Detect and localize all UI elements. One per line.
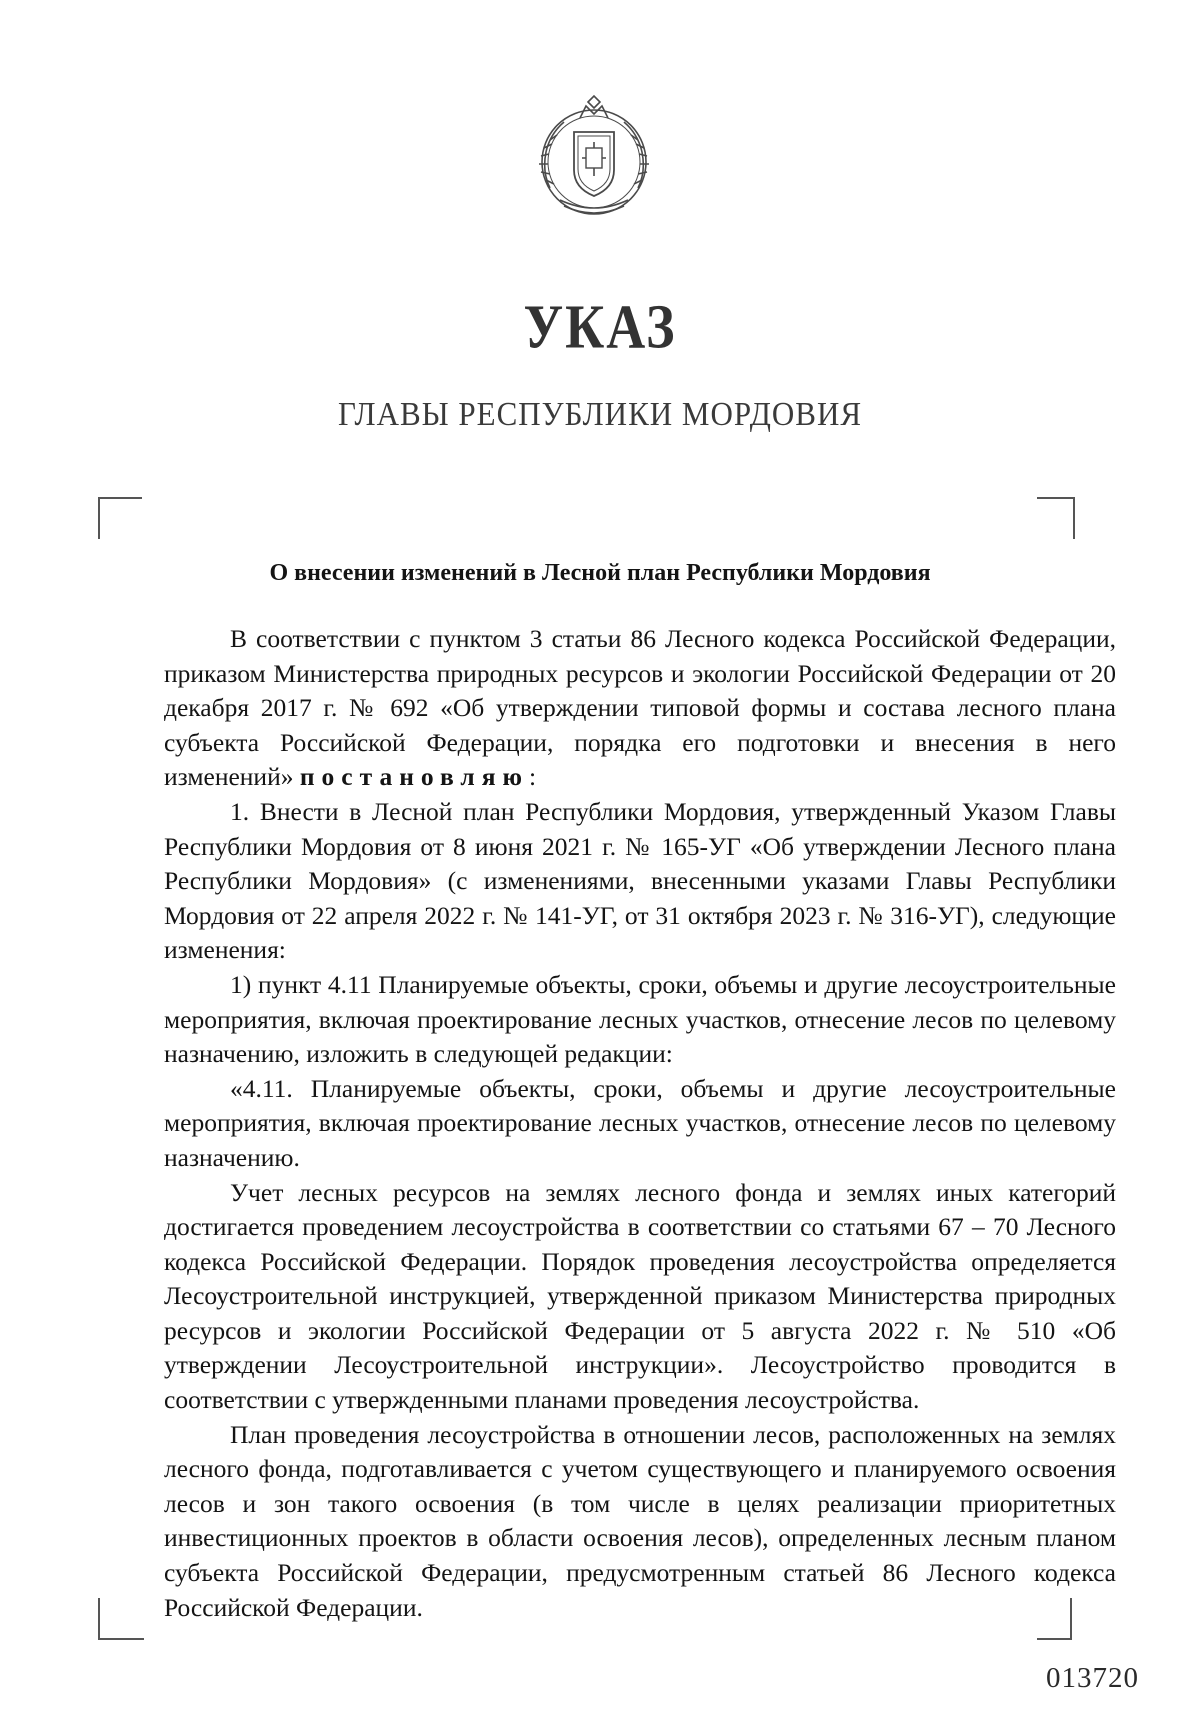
document-title: УКАЗ [523, 292, 677, 362]
paragraph-5: План проведения лесоустройства в отношении лесов, расположенных на землях лесного фонда, подготавливается с учетом существующего и планируемого освоения лесов и зон такого освоения (в том числе в целях реализации приоритетных инвестиционных проектов в области освоения лесов), определенных лесным планом субъекта Российской Федерации, предусмотренным статьей 86 Лесного кодекса Российской Федерации. [164, 1419, 1116, 1622]
paragraph-2: 1) пункт 4.11 Планируемые объекты, сроки, объемы и другие лесоустроительные мероприятия, включая проектирование лесных участков, отнесение лесов по целевому назначению, изложить в следующей редакции: [164, 969, 1116, 1069]
preamble-text: В соответствии с пунктом 3 статьи 86 Лесного кодекса Российской Федерации, приказом Министерства природных ресурсов и экологии Российской Федерации от 20 декабря 2017 г. № 692 «Об утверждении типовой формы и состава лесного плана субъекта Российской Федерации, порядка его подготовки и внесения в него изменений» [164, 624, 1116, 792]
serial-number: 013720 [1046, 1662, 1139, 1694]
document-body [164, 622, 1116, 1625]
paragraph-4: Учет лесных ресурсов на землях лесного фонда и землях иных категорий достигается проведением лесоустройства в соответствии со статьями 67 – 70 Лесного кодекса Российской Федерации. Порядок проведения лесоустройства определяется Лесоустроительной инструкцией, утвержденной приказом Министерства природных ресурсов и экологии Российской Федерации от 5 августа 2022 г. № 510 «Об утверждении Лесоустроительной инструкции». Лесоустройство проводится в соответствии с утвержденными планами проведения лесоустройства. [164, 1177, 1116, 1415]
document-subtitle: ГЛАВЫ РЕСПУБЛИКИ МОРДОВИЯ [337, 394, 863, 433]
coat-of-arms-icon [520, 92, 668, 224]
paragraph-3: «4.11. Планируемые объекты, сроки, объемы и другие лесоустроительные мероприятия, включая проектирование лесных участков, отнесение лесов по целевому назначению. [164, 1073, 1116, 1172]
preamble-paragraph [164, 622, 1116, 795]
document-heading: О внесении изменений в Лесной план Республики Мордовия [269, 560, 931, 586]
paragraph-1: 1. Внести в Лесной план Республики Мордовия, утвержденный Указом Главы Республики Мордовия от 8 июня 2021 г. № 165-УГ «Об утверждении Лесного плана Республики Мордовия» (с изменениями, внесенными указами Главы Республики Мордовия от 22 апреля 2022 г. № 141-УГ, от 31 октября 2023 г. № 316-УГ), следующие изменения: [164, 796, 1116, 965]
corner-mark-top-left [98, 497, 142, 539]
decree-word: постановляю [299, 762, 530, 792]
decree-colon: : [529, 762, 537, 792]
corner-mark-top-right [1037, 497, 1075, 539]
corner-mark-bottom-left [98, 1598, 144, 1640]
